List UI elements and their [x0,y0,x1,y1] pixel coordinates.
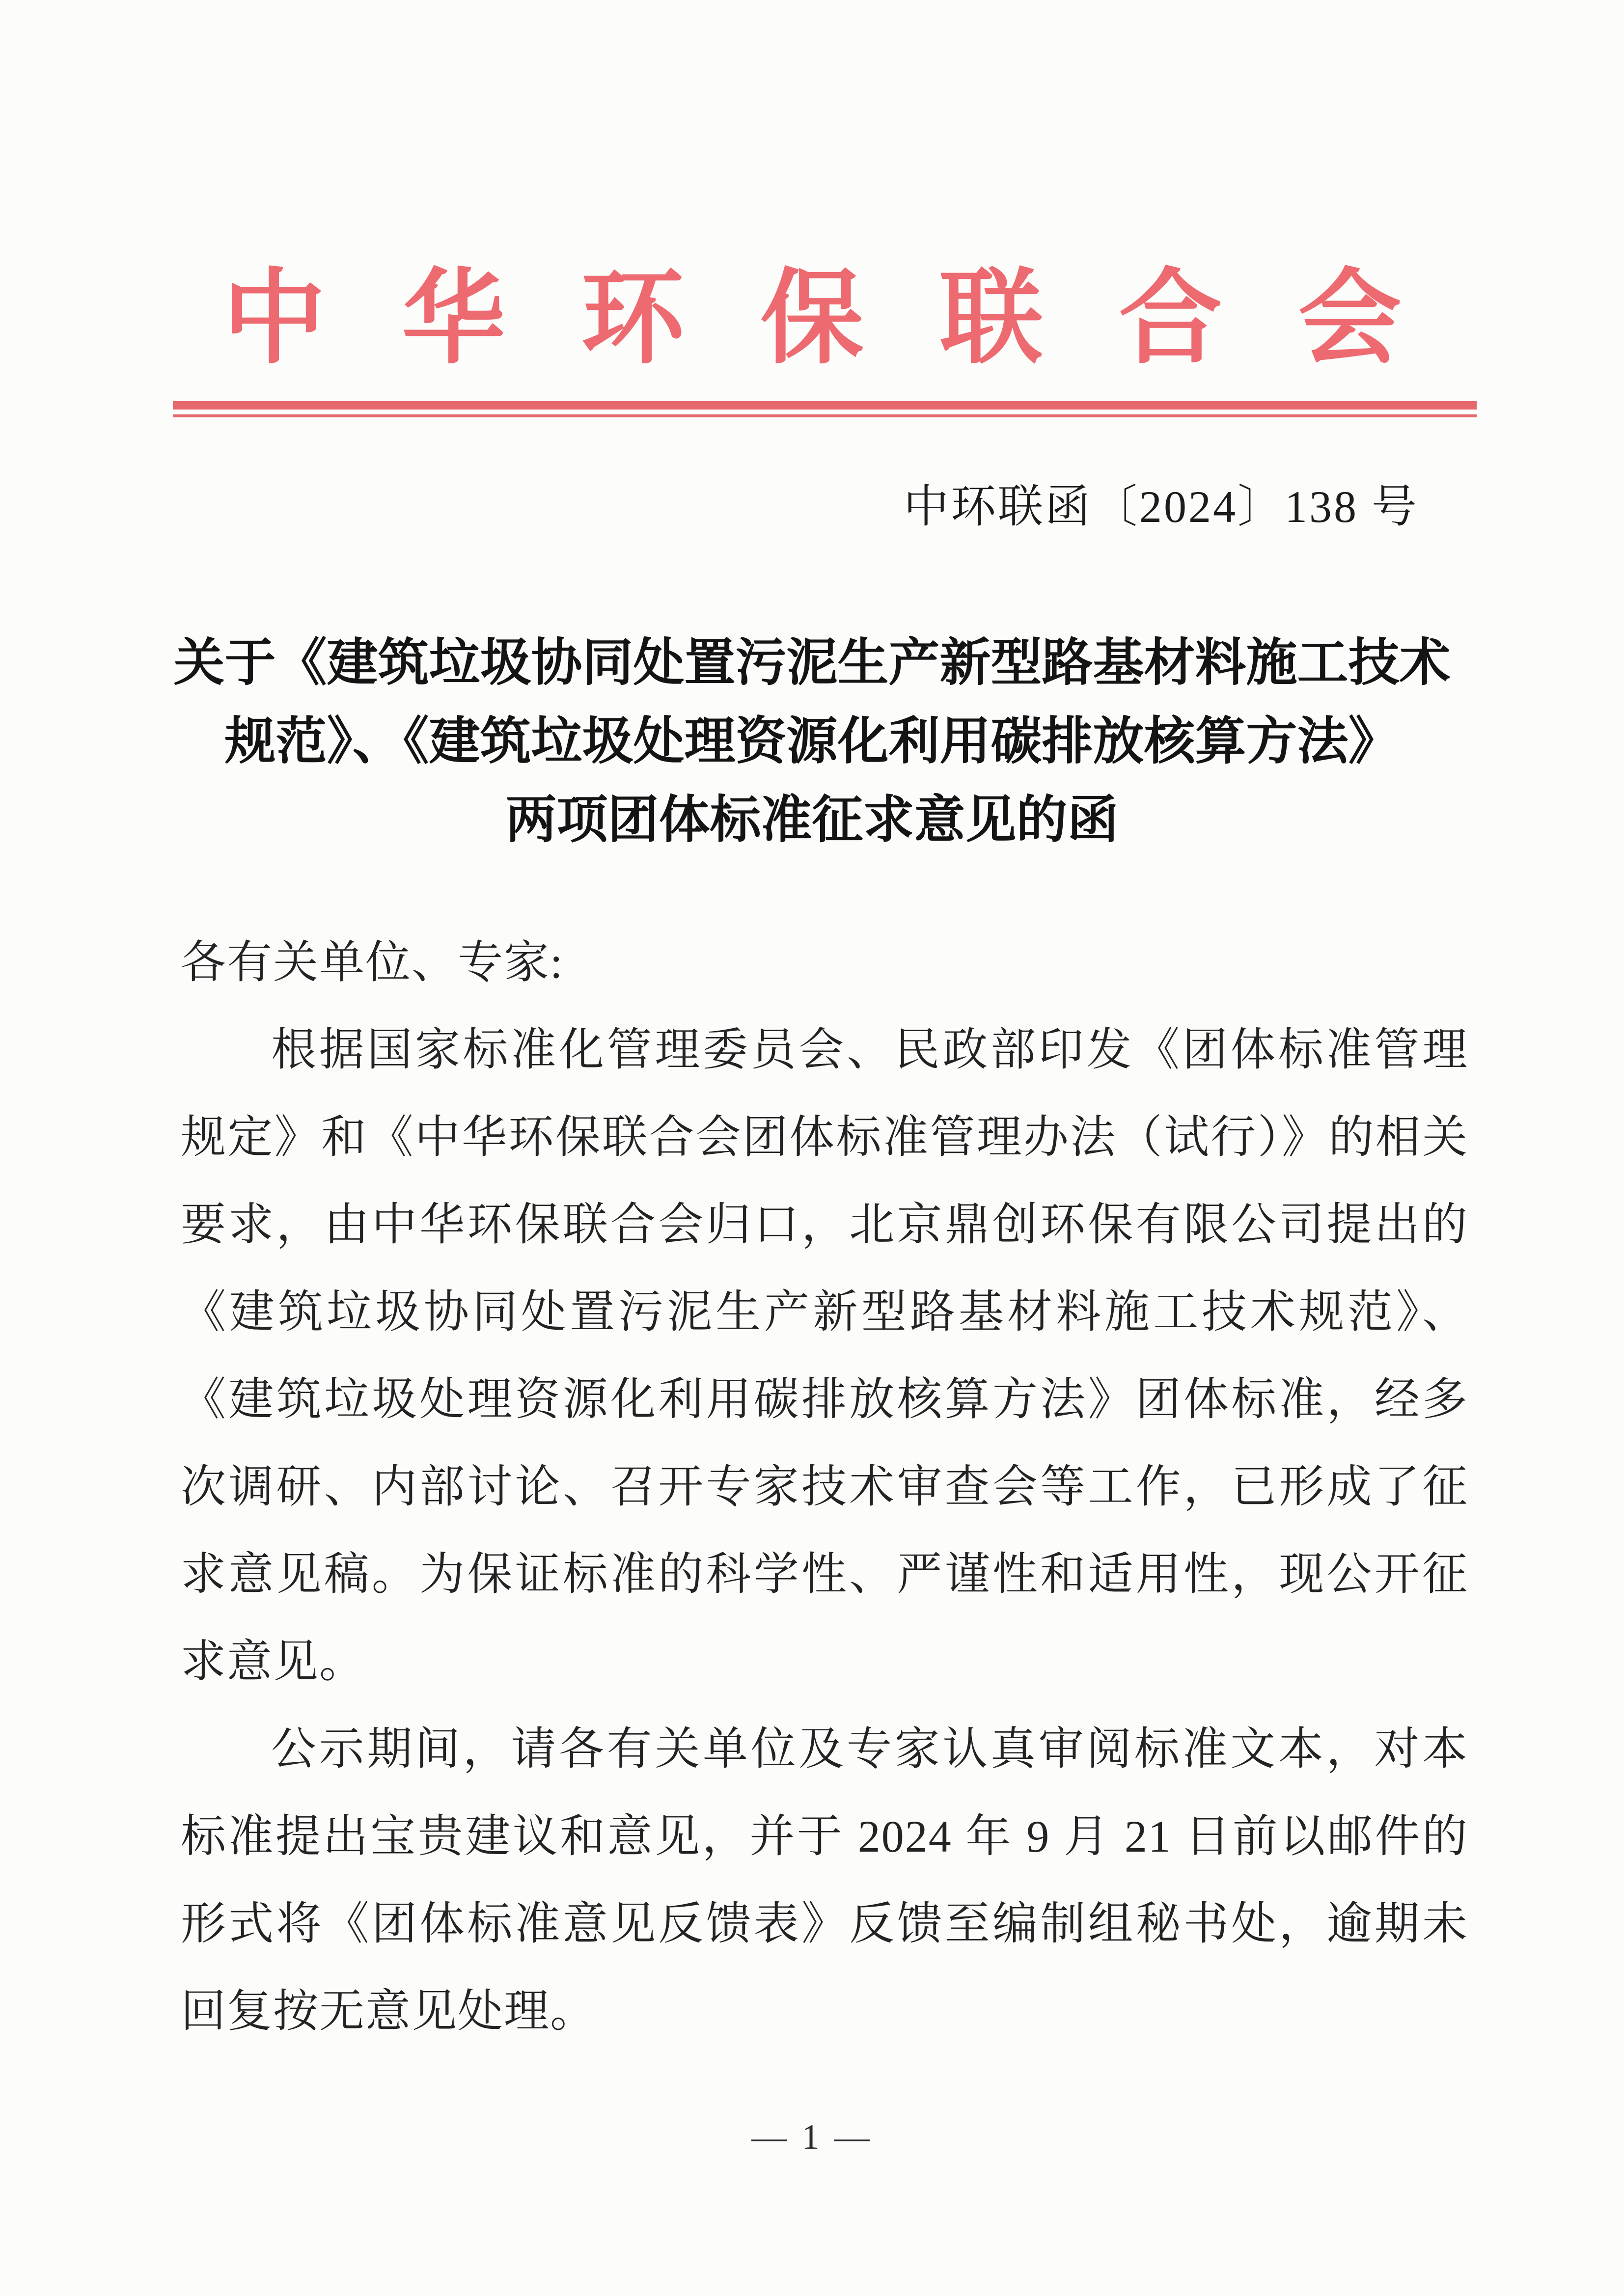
salutation: 各有关单位、专家: [181,937,564,988]
document-title [0,624,1624,860]
page-number: — 1 — [751,2117,873,2157]
document-title-line-3: 两项团体标准征求意见的函 [505,792,1119,849]
document-title-line-1: 关于《建筑垃圾协同处置污泥生产新型路基材料施工技术 [173,635,1451,692]
body-paragraph-2: 公示期间，请各有关单位及专家认真审阅标准文本，对本标准提出宝贵建议和意见，并于 2024 年 9 月 21 日前以邮件的形式将《团体标准意见反馈表》反馈至编制组秘书处，逾期未回复按无意见处理。 [181,1724,1468,2037]
letterhead-org-name: 中华环保联合会 [222,262,1478,376]
separator-thin-rule [173,414,1477,417]
letterhead-separator [173,401,1477,417]
document-title-line-2: 规范》、《建筑垃圾处理资源化利用碳排放核算方法》 [224,713,1400,770]
document-body [181,919,1468,2055]
separator-thick-rule [173,401,1477,410]
body-paragraph-1: 根据国家标准化管理委员会、民政部印发《团体标准管理规定》和《中华环保联合会团体标准管理办法（试行）》的相关要求，由中华环保联合会归口，北京鼎创环保有限公司提出的《建筑垃圾协同处置污泥生产新型路基材料施工技术规范》、《建筑垃圾处理资源化利用碳排放核算方法》团体标准，经多次调研、内部讨论、召开专家技术审查会等工作，已形成了征求意见稿。为保证标准的科学性、严谨性和适用性，现公开征求意见。 [181,1025,1468,1687]
document-reference-number: 中环联函〔2024〕138 号 [903,482,1419,532]
separator-gap [173,410,1477,414]
